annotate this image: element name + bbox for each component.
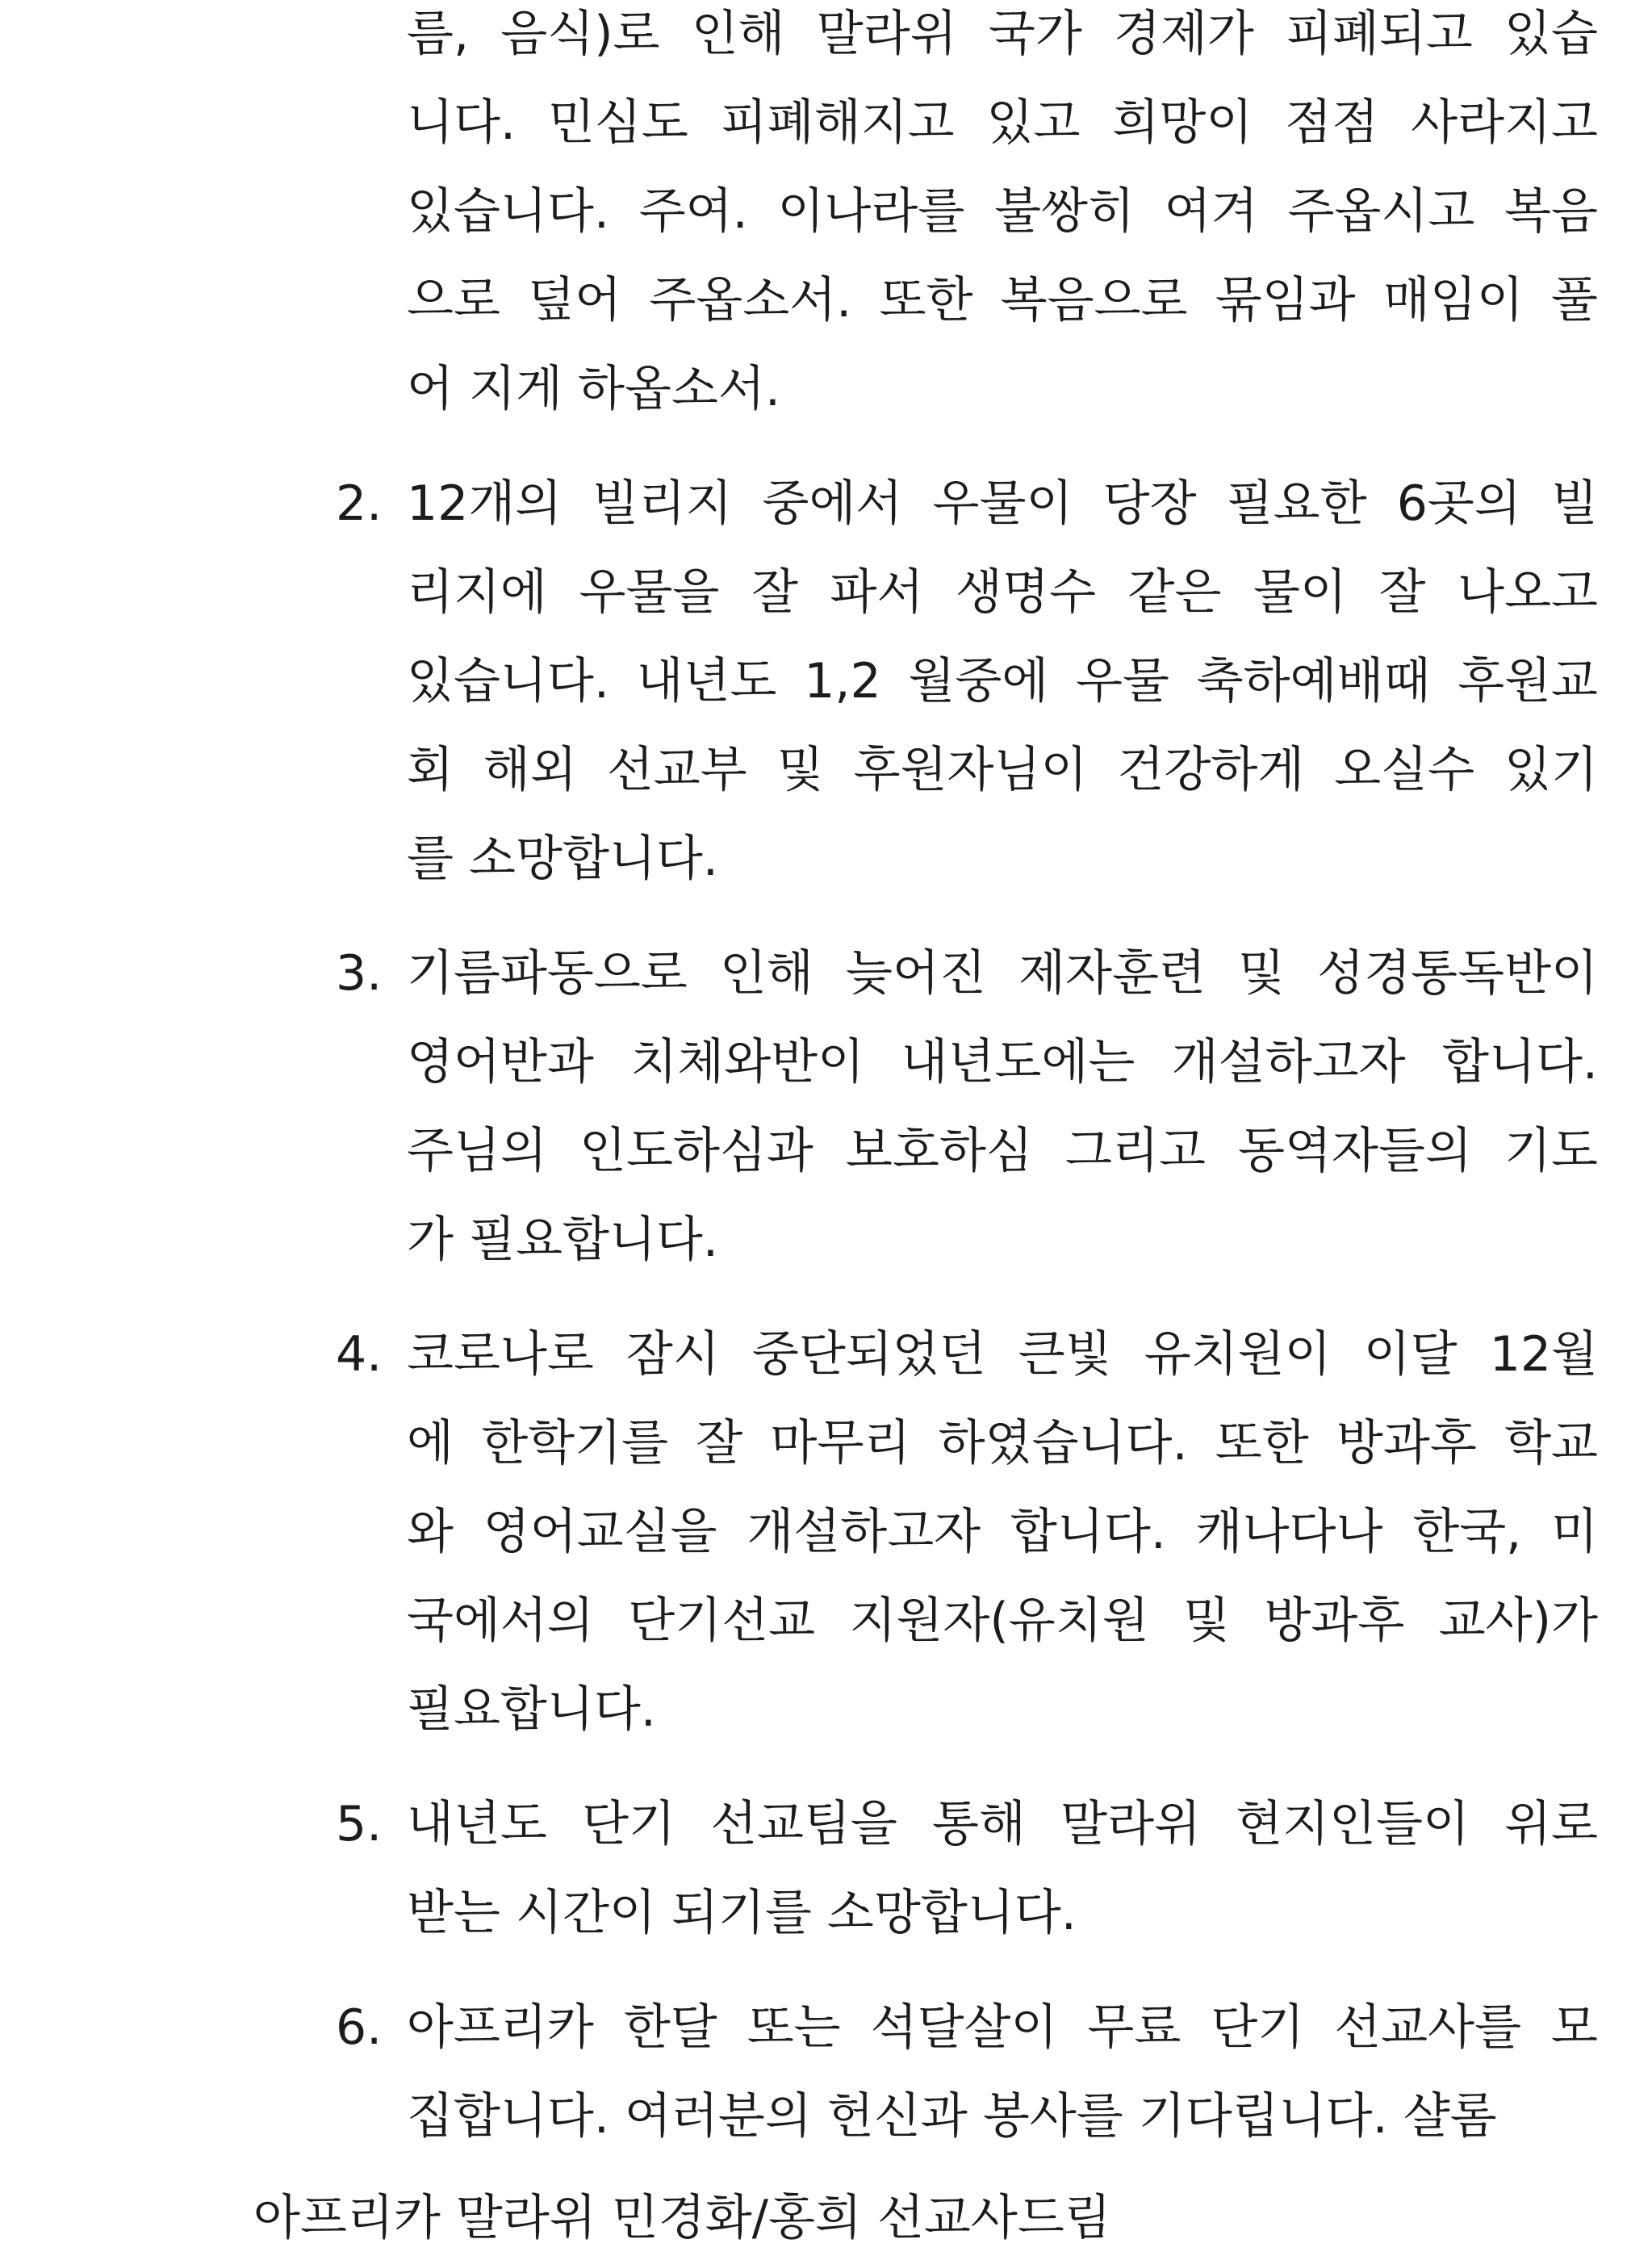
list-item-line: 가 필요합니다. (407, 1212, 718, 1268)
list-item-line: 내년도 단기 선교팀을 통해 말라위 현지인들이 위로 (407, 1796, 1598, 1852)
list-item-line: 집합니다. 여러분의 헌신과 봉사를 기다립니다. 샬롬 (407, 2088, 1497, 2145)
intro-line: 름, 음식)로 인해 말라위 국가 경제가 피폐되고 있습 (407, 6, 1598, 62)
closing-signature: 아프리카 말라위 민경화/홍희 선교사드림 (253, 2190, 1111, 2246)
list-item-number: 2. (336, 475, 383, 532)
list-item-line: 주님의 인도하심과 보호하심 그리고 동역자들의 기도 (407, 1123, 1598, 1179)
list-item-line: 를 소망합니다. (407, 831, 718, 887)
intro-line: 으로 덮어 주옵소서. 또한 복음으로 묶임과 매임이 풀 (407, 272, 1598, 329)
list-item-line: 영어반과 치체와반이 내년도에는 개설하고자 합니다. (407, 1034, 1598, 1090)
list-item-line: 국에서의 단기선교 지원자(유치원 및 방과후 교사)가 (407, 1593, 1598, 1649)
list-item-line: 코로나로 잠시 중단되었던 큰빛 유치원이 이달 12월 (407, 1326, 1598, 1383)
intro-line: 어 지게 하옵소서. (407, 361, 780, 417)
list-item-number: 3. (336, 945, 383, 1002)
list-item-line: 회 해외 선교부 및 후원자님이 건강하게 오실수 있기 (407, 742, 1598, 798)
list-item-line: 리지에 우물을 잘 파서 생명수 같은 물이 잘 나오고 (407, 564, 1598, 621)
list-item-line: 받는 시간이 되기를 소망합니다. (407, 1885, 1077, 1941)
list-item-line: 에 한학기를 잘 마무리 하였습니다. 또한 방과후 학교 (407, 1415, 1598, 1471)
list-item-line: 있습니다. 내년도 1,2 월중에 우물 축하예배때 후원교 (407, 653, 1598, 709)
list-item-line: 기름파동으로 인해 늦어진 제자훈련 및 성경통독반이 (407, 945, 1598, 1002)
intro-line: 니다. 민심도 피폐해지고 있고 희망이 점점 사라지고 (407, 94, 1598, 151)
list-item-number: 6. (336, 1999, 383, 2056)
list-item-line: 필요합니다. (407, 1681, 656, 1738)
list-item-line: 와 영어교실을 개설하고자 합니다. 캐나다나 한국, 미 (407, 1504, 1598, 1560)
list-item-number: 5. (336, 1796, 383, 1852)
intro-line: 있습니다. 주여. 이나라를 불쌍히 여겨 주옵시고 복음 (407, 183, 1598, 240)
list-item-line: 아프리카 한달 또는 석달살이 무료 단기 선교사를 모 (407, 1999, 1598, 2056)
list-item-number: 4. (336, 1326, 383, 1383)
list-item-line: 12개의 빌리지 중에서 우물이 당장 필요한 6곳의 빌 (407, 475, 1598, 532)
